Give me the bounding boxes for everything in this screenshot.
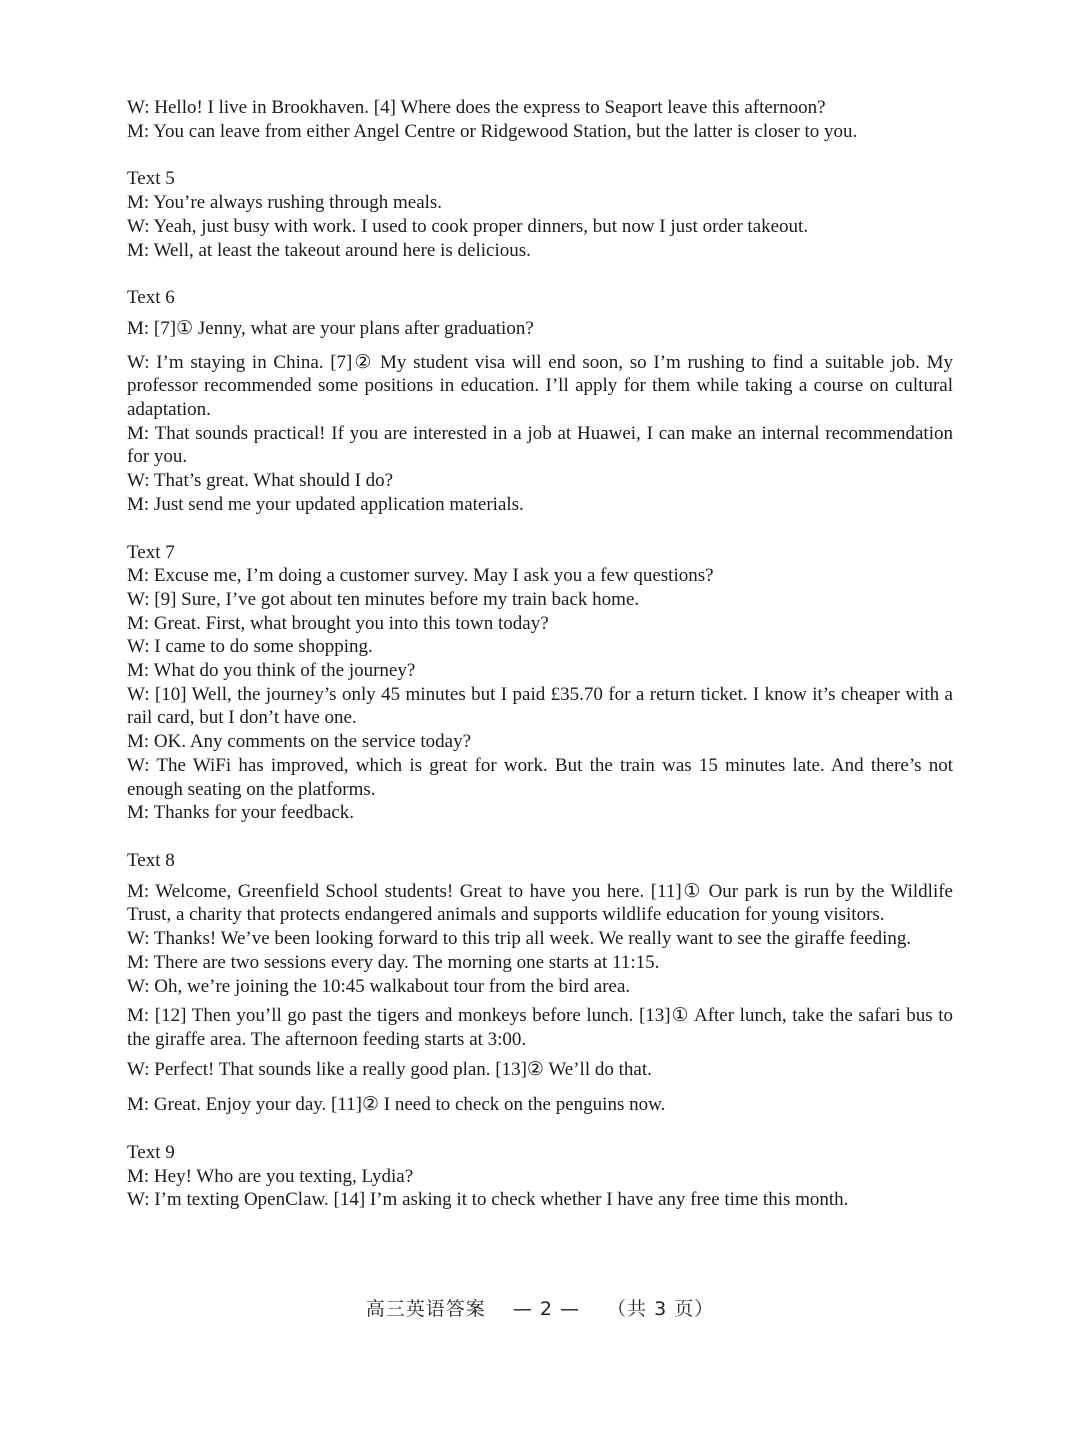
dialogue-line: M: There are two sessions every day. The morning one starts at 11:15. <box>127 951 660 973</box>
dialogue-line: W: Yeah, just busy with work. I used to cook proper dinners, but now I just order takeout. <box>127 215 809 237</box>
footer-page-number: — 2 — <box>512 1298 580 1320</box>
dialogue-line: M: [7]① Jenny, what are your plans after graduation? <box>127 317 534 339</box>
text-7-heading: Text 7 <box>127 541 175 563</box>
dialogue-line: M: Great. First, what brought you into this town today? <box>127 612 549 634</box>
dialogue-paragraph: M: That sounds practical! If you are interested in a job at Huawei, I can make an internal recommendation for you. <box>127 422 953 468</box>
dialogue-line: M: You can leave from either Angel Centre or Ridgewood Station, but the latter is closer to you. <box>127 120 858 142</box>
section-gap <box>127 825 953 849</box>
dialogue-line: W: Oh, we’re joining the 10:45 walkabout tour from the bird area. <box>127 975 631 997</box>
dialogue-paragraph: M: Welcome, Greenfield School students! Great to have you here. [11]① Our park is run by the Wildlife Trust, a charity that protects endangered animals and supports wildlife education for young visitors. <box>127 880 953 926</box>
dialogue-line: M: Excuse me, I’m doing a customer survey. May I ask you a few questions? <box>127 565 714 587</box>
dialogue-line: W: [9] Sure, I’ve got about ten minutes before my train back home. <box>127 588 640 610</box>
dialogue-line: M: Thanks for your feedback. <box>127 802 355 824</box>
text-8-heading: Text 8 <box>127 849 175 871</box>
text-9-heading: Text 9 <box>127 1142 175 1164</box>
dialogue-line: M: What do you think of the journey? <box>127 660 416 682</box>
footer-total-pages: （共 3 页） <box>607 1298 715 1320</box>
footer-title: 高三英语答案 <box>365 1298 486 1320</box>
dialogue-line: M: You’re always rushing through meals. <box>127 192 443 214</box>
dialogue-paragraph: W: [10] Well, the journey’s only 45 minutes but I paid £35.70 for a return ticket. I know it’s cheaper with a rail card, but I don’t have one. <box>127 683 953 729</box>
dialogue-line: W: I’m texting OpenClaw. [14] I’m asking it to check whether I have any free time this month. <box>127 1189 849 1211</box>
text-5-heading: Text 5 <box>127 168 175 190</box>
dialogue-paragraph: M: [12] Then you’ll go past the tigers and monkeys before lunch. [13]① After lunch, take the safari bus to the giraffe area. The afternoon feeding starts at 3:00. <box>127 1005 953 1050</box>
section-gap <box>127 517 953 541</box>
dialogue-paragraph: W: The WiFi has improved, which is great for work. But the train was 15 minutes late. And there’s not enough seating on the platforms. <box>127 754 953 800</box>
section-gap <box>127 1117 953 1141</box>
transcript-content <box>127 96 953 1212</box>
text-6-heading: Text 6 <box>127 287 175 309</box>
dialogue-line: M: Great. Enjoy your day. [11]② I need to check on the penguins now. <box>127 1094 666 1116</box>
section-gap <box>127 143 953 167</box>
dialogue-paragraph: W: I’m staying in China. [7]② My student visa will end soon, so I’m rushing to find a suitable job. My professor recommended some positions in education. I’ll apply for them while taking a course on cultural adaptation. <box>127 351 953 421</box>
dialogue-line: M: Just send me your updated application materials. <box>127 493 524 515</box>
dialogue-line: W: Hello! I live in Brookhaven. [4] Where does the express to Seaport leave this afternoon? <box>127 97 826 118</box>
dialogue-paragraph: W: Thanks! We’ve been looking forward to this trip all week. We really want to see the giraffe feeding. <box>127 928 912 950</box>
dialogue-line: W: I came to do some shopping. <box>127 636 373 658</box>
dialogue-line: M: OK. Any comments on the service today? <box>127 731 472 753</box>
dialogue-line: M: Hey! Who are you texting, Lydia? <box>127 1165 414 1187</box>
dialogue-line: W: Perfect! That sounds like a really good plan. [13]② We’ll do that. <box>127 1058 652 1080</box>
dialogue-line: W: That’s great. What should I do? <box>127 470 394 492</box>
page-footer <box>0 1294 1080 1321</box>
dialogue-line: M: Well, at least the takeout around here is delicious. <box>127 239 531 261</box>
section-gap <box>127 262 953 286</box>
